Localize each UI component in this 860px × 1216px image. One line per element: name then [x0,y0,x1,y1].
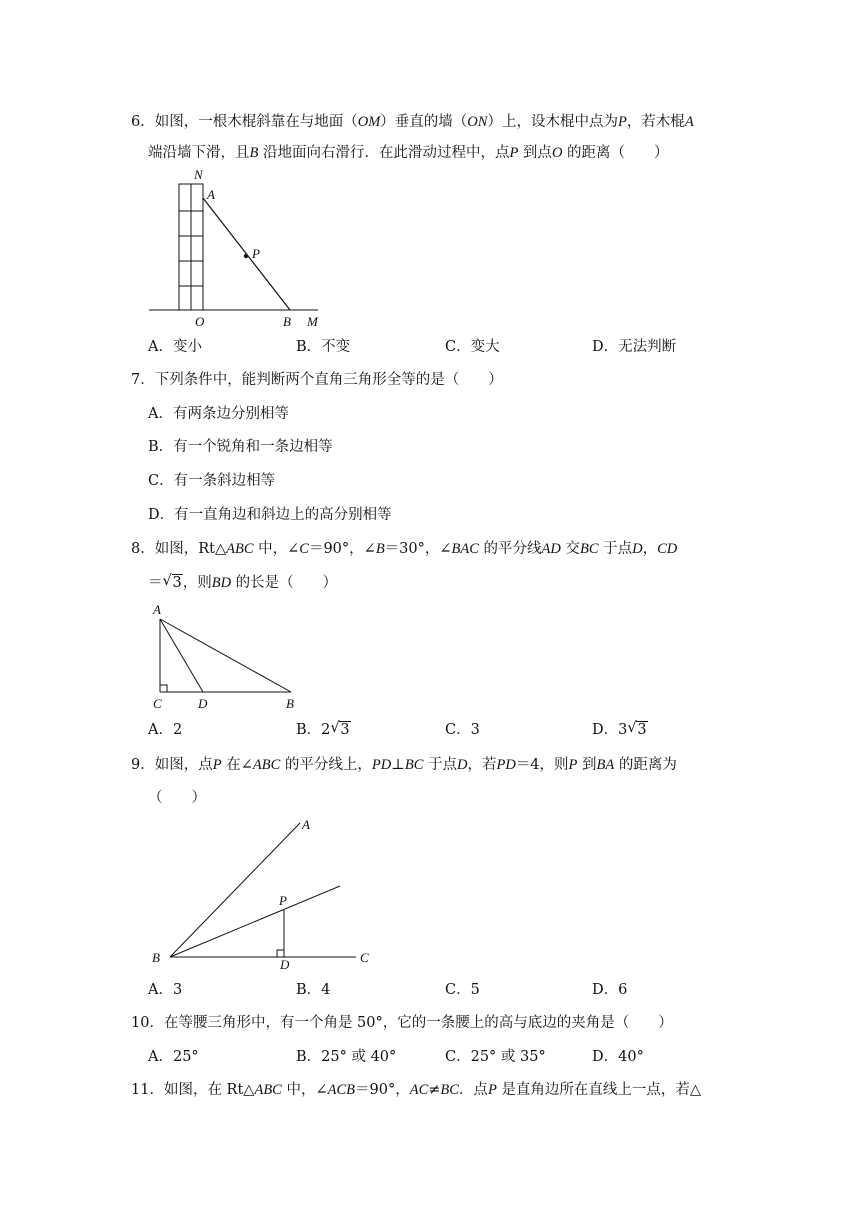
label-b: B [152,950,160,965]
label-p: P [279,893,287,908]
q10-option-a: A．25° [148,1049,199,1065]
label-o: O [195,314,205,329]
q8-option-d: D．3 √ 3 [592,720,647,738]
label-p: P [252,246,260,261]
q7-option-b: B．有一个锐角和一条边相等 [148,439,333,455]
label-m: M [307,314,318,329]
q9-option-b: B．4 [296,982,331,998]
q6-option-d: D．无法判断 [592,339,677,355]
sqrt-3: √ 3 [162,573,182,591]
q8-option-c: C．3 [445,722,480,738]
q11-stem-line1: 11．如图，在 Rt△ABC 中，∠ACB＝90°，AC≠BC．点P 是直角边所在直线上一点，若△ [131,1082,702,1098]
q10-option-c: C．25° 或 35° [445,1049,546,1065]
label-c: C [360,950,369,965]
label-b: B [283,314,291,329]
q9-option-c: C．5 [445,982,480,998]
q7-option-c: C．有一条斜边相等 [148,473,276,489]
q6-figure-ladder [140,166,330,336]
q6-option-c: C．变大 [445,339,500,355]
q9-option-a: A．3 [148,982,183,998]
q10-option-b: B．25° 或 40° [296,1049,397,1065]
q9-stem-line2: （ ） [148,790,206,806]
q8-stem-line2: ＝ √ 3，则BD 的长是（ ） [148,573,338,591]
q10-stem: 10．在等腰三角形中，有一个角是 50°，它的一条腰上的高与底边的夹角是（ ） [131,1015,673,1031]
label-d: D [198,696,208,711]
q9-stem-line1: 9．如图，点P 在∠ABC 的平分线上，PD⊥BC 于点D，若PD＝4，则P 到BA 的距离为 [131,757,677,773]
q6-option-a: A．变小 [148,339,202,355]
q6-stem-line1: 6．如图，一根木棍斜靠在与地面（OM）垂直的墙（ON）上，设木棍中点为P，若木棍A [131,114,694,130]
label-a: A [207,187,215,202]
label-n: N [194,167,203,182]
q7-stem: 7．下列条件中，能判断两个直角三角形全等的是（ ） [131,372,503,388]
q9-option-d: D．6 [592,982,628,998]
label-d: D [280,957,290,972]
q6-stem-line2: 端沿墙下滑，且B 沿地面向右滑行．在此滑动过程中，点P 到点O 的距离（ ） [148,145,669,161]
label-b: B [286,696,294,711]
label-a: A [302,817,310,832]
label-c: C [153,696,162,711]
q7-option-d: D．有一直角边和斜边上的高分别相等 [148,507,392,523]
label-a: A [153,602,161,617]
q7-option-a: A．有两条边分别相等 [148,406,289,422]
q6-option-b: B．不变 [296,339,351,355]
q8-stem-line1: 8．如图，Rt△ABC 中，∠C＝90°，∠B＝30°，∠BAC 的平分线AD 交BC 于点D，CD [131,541,678,557]
q8-figure-triangle [148,600,308,712]
q8-option-a: A．2 [148,722,183,738]
q10-option-d: D．40° [592,1049,644,1065]
q9-figure-angle-bisector [148,812,388,972]
q8-option-b: B．2 √ 3 [296,720,350,738]
